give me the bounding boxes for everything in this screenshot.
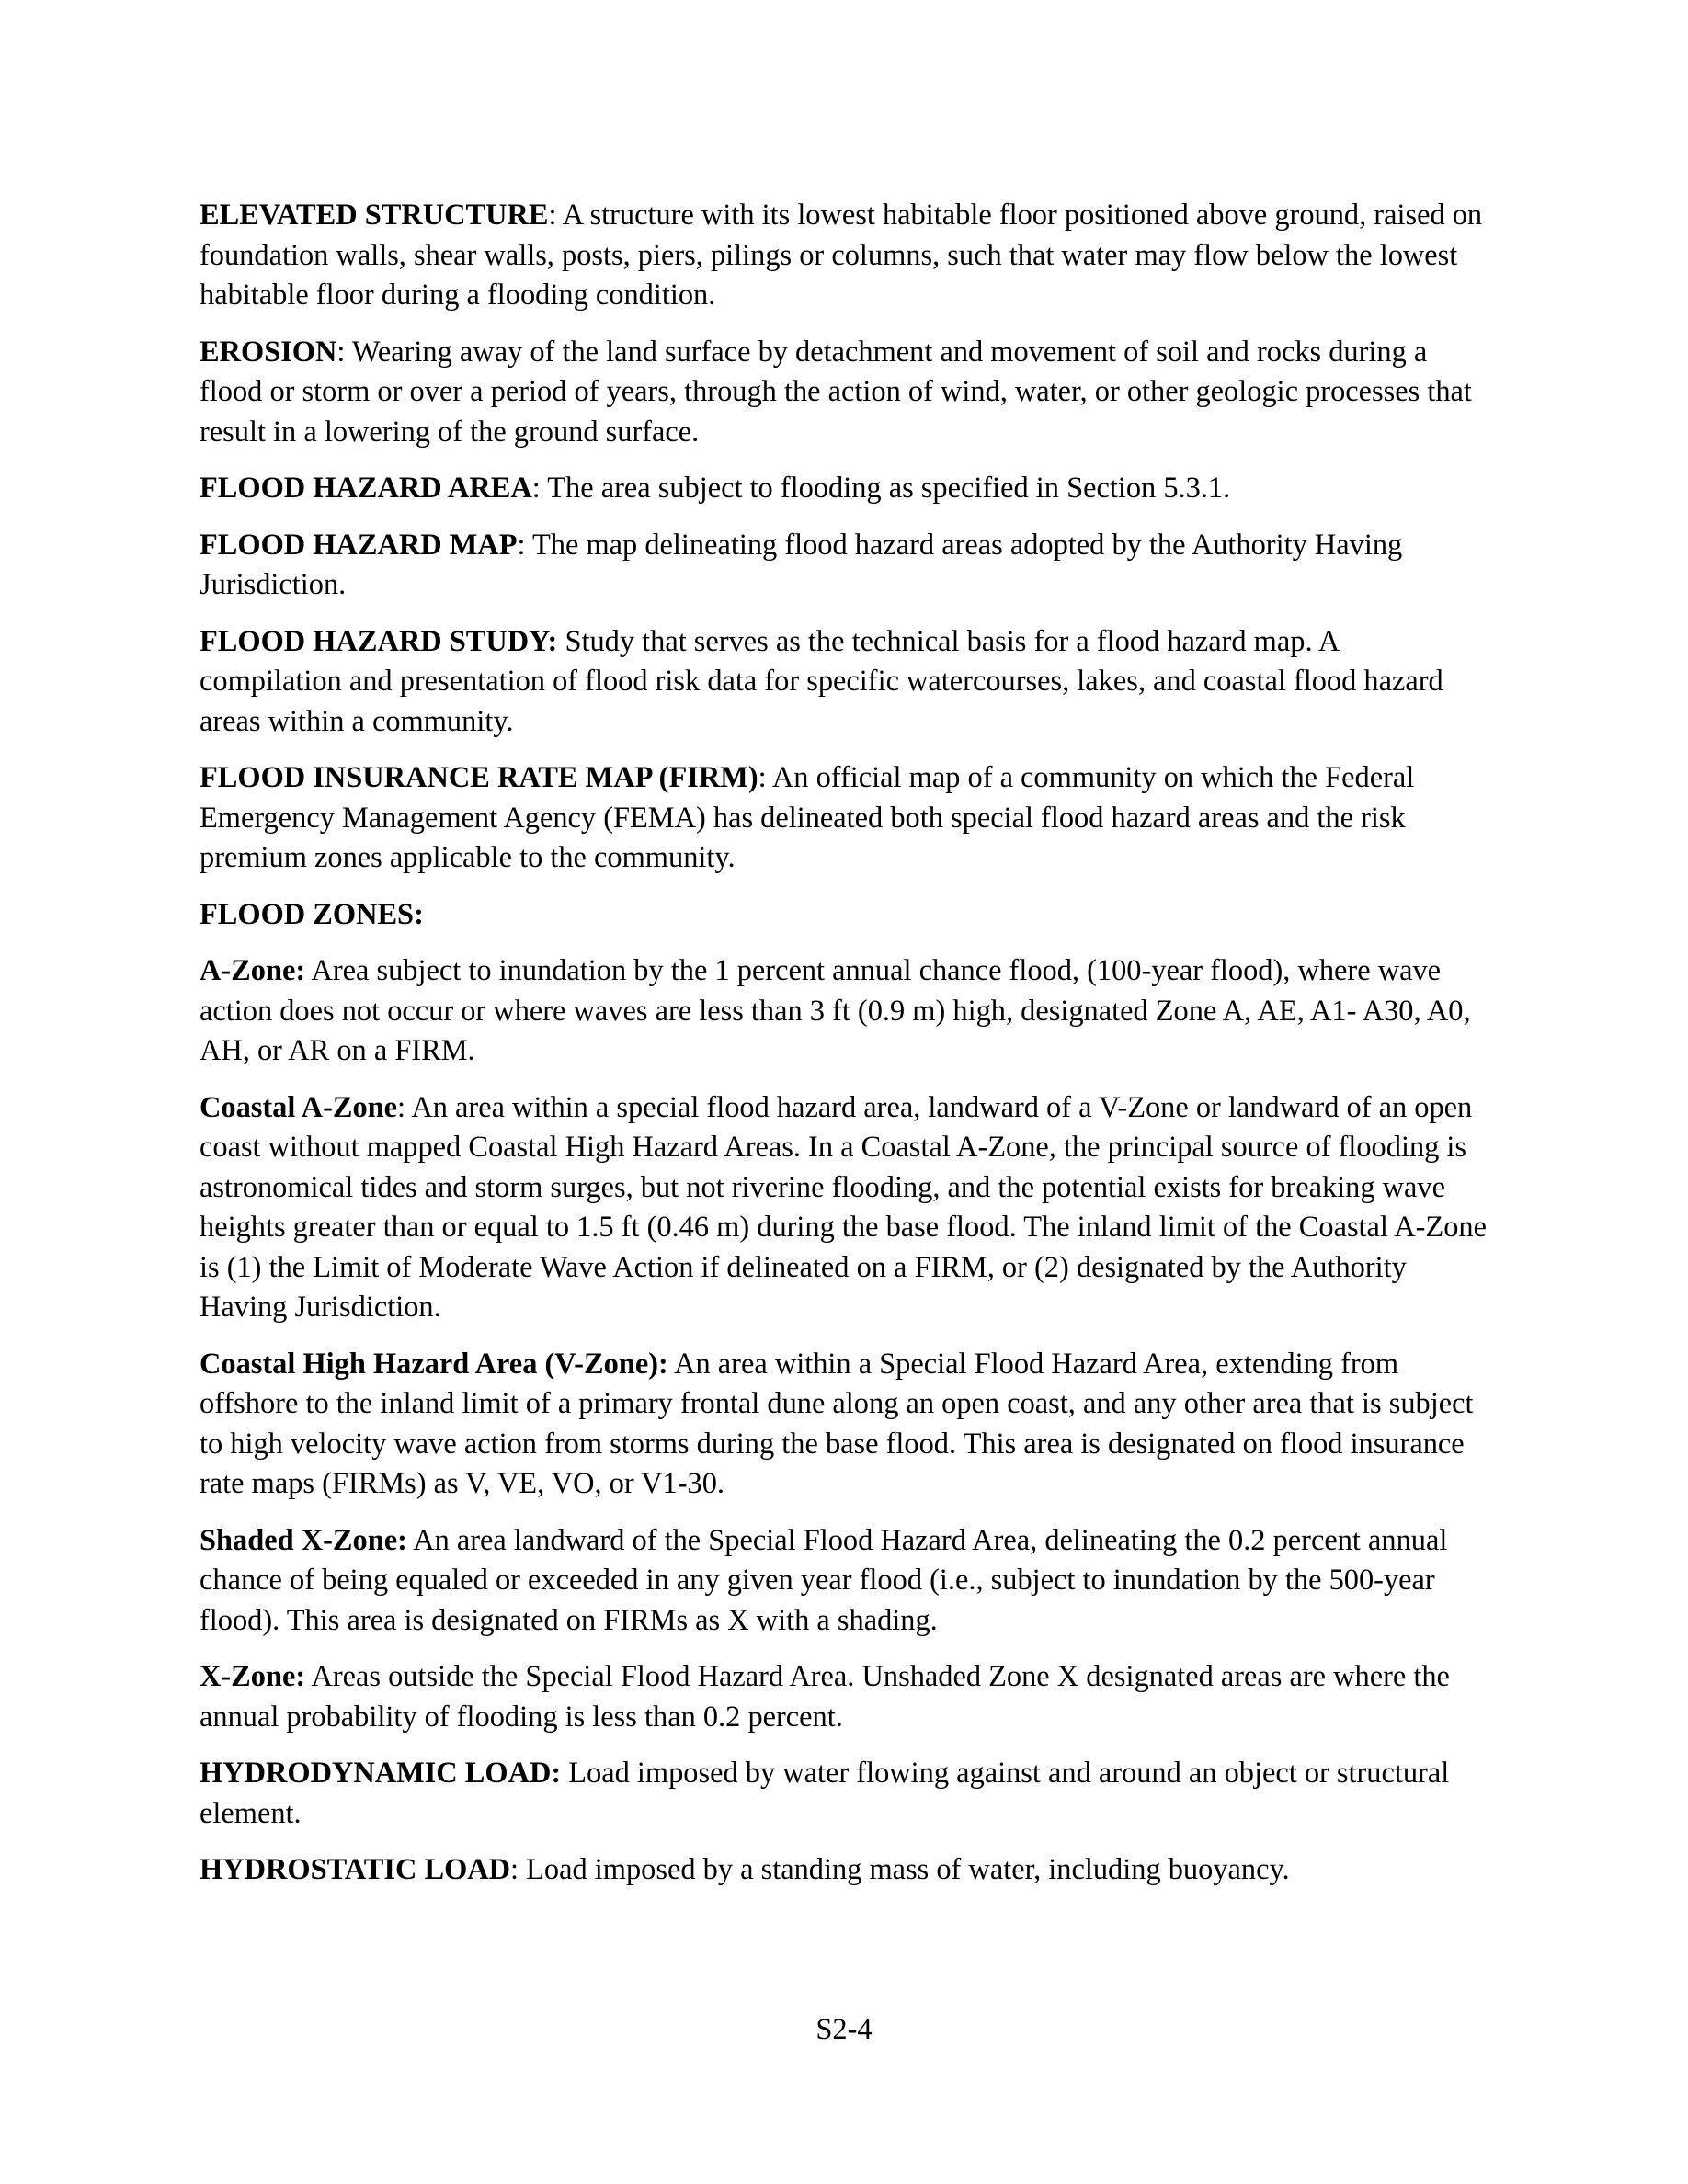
term: Coastal High Hazard Area (V-Zone):: [200, 1347, 668, 1381]
definition-coastal-high-hazard-area: [200, 1345, 1487, 1505]
term: FLOOD ZONES:: [200, 897, 424, 931]
definition-text: An area within a Special Flood Hazard Area, extending from offshore to the inland limit of a primary frontal dune along an open coast, and any other area that is subject to high velocity wave action from storms during the base flood. This area is designated on flood insurance rate maps (FIRMs) as V, VE, VO, or V1-30.: [200, 1347, 1474, 1500]
definition-text: The map delineating flood hazard areas adopted by the Authority Having Jurisdiction.: [200, 528, 1403, 601]
definition-firm: [200, 758, 1487, 879]
definition-hydrodynamic-load: [200, 1754, 1487, 1834]
page-number: S2-4: [815, 2013, 873, 2046]
term: FLOOD HAZARD MAP: [200, 528, 518, 562]
definition-text: An official map of a community on which the Federal Emergency Management Agency (FEMA) has delineated both special flood hazard areas and the risk premium zones applicable to the community.: [200, 761, 1415, 874]
definition-flood-hazard-study: [200, 622, 1487, 743]
term: FLOOD INSURANCE RATE MAP (FIRM): [200, 761, 758, 794]
term: FLOOD HAZARD AREA: [200, 472, 532, 505]
definition-hydrostatic-load: [200, 1850, 1487, 1891]
term: X-Zone:: [200, 1660, 306, 1693]
term-separator: :: [548, 199, 557, 232]
definition-shaded-x-zone: [200, 1521, 1487, 1642]
term: A-Zone:: [200, 954, 306, 987]
term-separator: :: [336, 335, 346, 369]
definition-a-zone: [200, 951, 1487, 1072]
definition-erosion: [200, 333, 1487, 453]
definition-text: A structure with its lowest habitable floor positioned above ground, raised on foundation walls, shear walls, posts, piers, pilings or columns, such that water may flow below the lowest habitable floor during a flooding condition.: [200, 199, 1483, 312]
definition-x-zone: [200, 1657, 1487, 1737]
term: Shaded X-Zone:: [200, 1523, 407, 1557]
term-separator: :: [758, 761, 767, 794]
term: HYDROSTATIC LOAD: [200, 1853, 511, 1886]
term-separator: :: [517, 528, 526, 562]
definition-text: Wearing away of the land surface by detachment and movement of soil and rocks during a flood or storm or over a period of years, through the action of wind, water, or other geologic processes that result in a lowering of the ground surface.: [200, 335, 1472, 449]
definition-text: The area subject to flooding as specified in Section 5.3.1.: [540, 472, 1231, 505]
term-separator: :: [397, 1090, 406, 1124]
definition-text: An area landward of the Special Flood Hazard Area, delineating the 0.2 percent annual chance of being equaled or exceeded in any given year flood (i.e., subject to inundation by the 500-year flood). This area is designated on FIRMs as X with a shading.: [200, 1523, 1448, 1637]
definition-text: Study that serves as the technical basis for a flood hazard map. A compilation and presentation of flood risk data for specific watercourses, lakes, and coastal flood hazard areas within a community.: [200, 624, 1443, 738]
definition-coastal-a-zone: [200, 1088, 1487, 1328]
definition-text: Load imposed by water flowing against and around an object or structural element.: [200, 1757, 1450, 1830]
term: ELEVATED STRUCTURE: [200, 199, 549, 232]
term: EROSION: [200, 335, 337, 369]
heading-flood-zones: [200, 895, 1487, 936]
definition-flood-hazard-area: [200, 469, 1487, 509]
term: Coastal A-Zone: [200, 1090, 398, 1124]
definition-flood-hazard-map: [200, 526, 1487, 606]
definition-elevated-structure: [200, 196, 1487, 316]
definition-text: An area within a special flood hazard area, landward of a V-Zone or landward of an open coast without mapped Coastal High Hazard Areas. In a Coastal A-Zone, the principal source of flooding is astronomical tides and storm surges, but not riverine flooding, and the potential exists for breaking wave heights greater than or equal to 1.5 ft (0.46 m) during the base flood. The inland limit of the Coastal A-Zone is (1) the Limit of Moderate Wave Action if delineated on a FIRM, or (2) designated by the Authority Having Jurisdiction.: [200, 1090, 1487, 1324]
definition-text: Area subject to inundation by the 1 percent annual chance flood, (100-year flood), where wave action does not occur or where waves are less than 3 ft (0.9 m) high, designated Zone A, AE, A1- A30, A0, AH, or AR on a FIRM.: [200, 954, 1471, 1067]
document-body: [200, 196, 1487, 1907]
term-separator: :: [510, 1853, 519, 1886]
term: HYDRODYNAMIC LOAD:: [200, 1757, 562, 1790]
term-separator: :: [531, 472, 541, 505]
definition-text: Load imposed by a standing mass of water, including buoyancy.: [519, 1853, 1290, 1886]
term: FLOOD HAZARD STUDY:: [200, 624, 558, 658]
definition-text: Areas outside the Special Flood Hazard Area. Unshaded Zone X designated areas are where the annual probability of flooding is less than 0.2 percent.: [200, 1660, 1450, 1734]
